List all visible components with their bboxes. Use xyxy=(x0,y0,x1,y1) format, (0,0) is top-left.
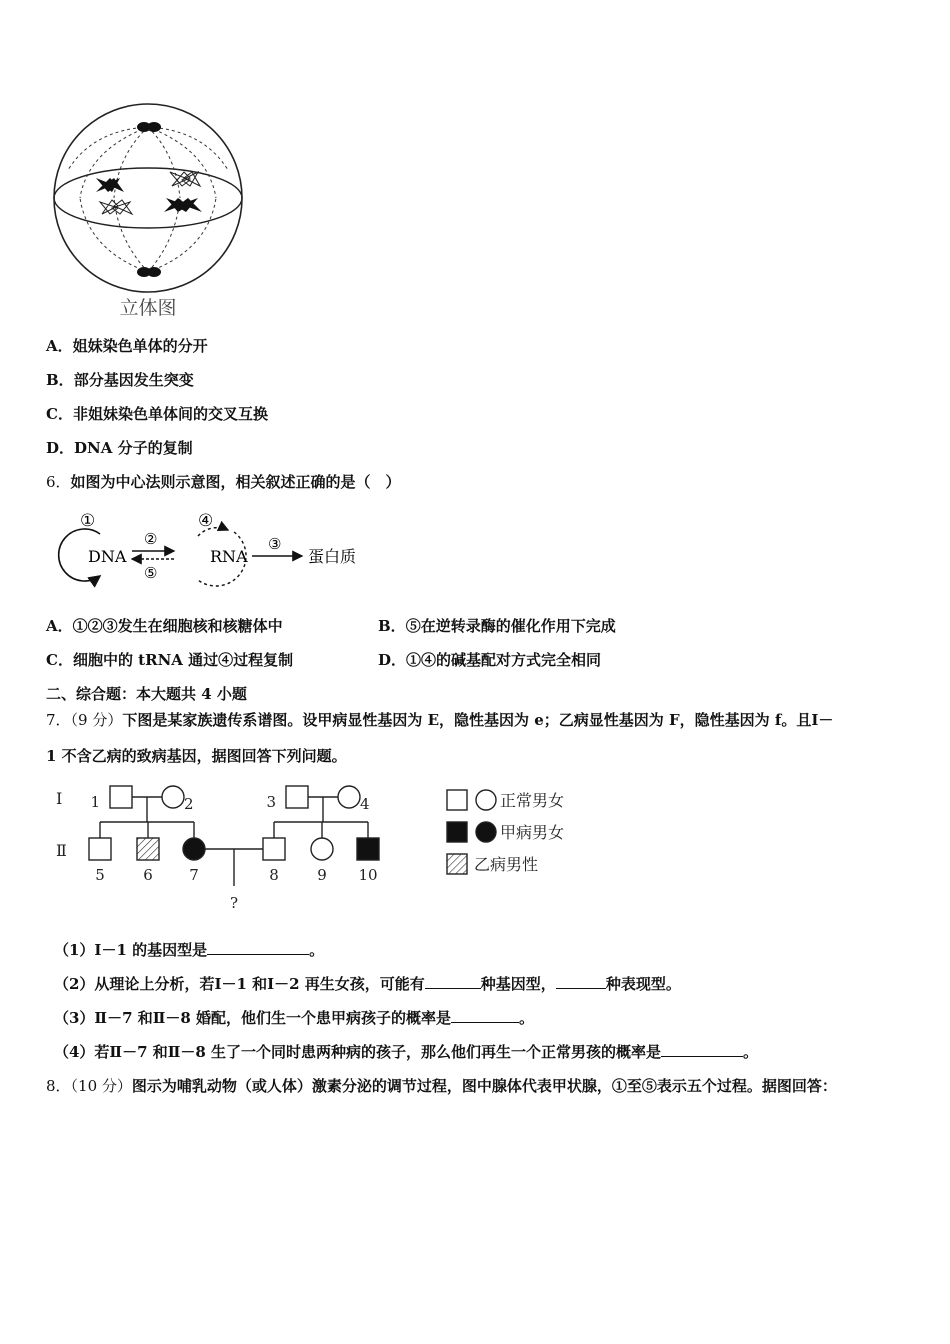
option-text: ①④的碱基配对方式完全相同 xyxy=(406,651,602,669)
q5-option-c xyxy=(46,404,268,424)
question-number: 6． xyxy=(46,473,71,491)
individual-7 xyxy=(183,838,205,860)
answer-blank[interactable] xyxy=(207,940,309,955)
subquestion-text: （1）Ⅰ－1 的基因型是 xyxy=(54,941,208,959)
q6-stem xyxy=(46,472,401,492)
legend-disease-a-label: 甲病男女 xyxy=(500,823,565,842)
question-points: （9 分） xyxy=(70,711,123,729)
subquestion-text: （3）Ⅱ－7 和Ⅱ－8 婚配，他们生一个患甲病孩子的概率是 xyxy=(54,1009,452,1027)
option-letter: B． xyxy=(378,617,406,635)
question-points: （10 分） xyxy=(70,1077,132,1095)
subquestion-text: （2）从理论上分析，若Ⅰ－1 和Ⅰ－2 再生女孩，可能有 xyxy=(54,975,425,993)
chromosome xyxy=(96,178,124,192)
label-3: 3 xyxy=(266,793,276,811)
question-number: 8． xyxy=(46,1077,71,1095)
answer-blank[interactable] xyxy=(556,974,606,989)
figure-caption: 立体图 xyxy=(119,297,177,319)
subquestion-text: 。 xyxy=(309,941,325,959)
individual-9 xyxy=(311,838,333,860)
q8-stem xyxy=(46,1076,837,1096)
individual-6 xyxy=(137,838,159,860)
option-text: ⑤在逆转录酶的催化作用下完成 xyxy=(405,617,616,635)
q7-stem-line1 xyxy=(46,710,833,730)
option-letter: C． xyxy=(46,651,73,669)
option-letter: C． xyxy=(46,405,73,423)
option-letter: A． xyxy=(46,617,73,635)
legend-disease-b-label: 乙病男性 xyxy=(474,855,539,874)
label-6: 6 xyxy=(143,866,153,884)
answer-blank[interactable] xyxy=(661,1042,743,1057)
question-stem: 如图为中心法则示意图，相关叙述正确的是（ ） xyxy=(70,473,401,491)
q7-sub1 xyxy=(54,940,324,960)
q7-stem-line2: 1 不含乙病的致病基因，据图回答下列问题。 xyxy=(46,747,347,765)
legend-disease-a-female xyxy=(476,822,496,842)
q7-sub4 xyxy=(54,1042,758,1062)
option-text: DNA 分子的复制 xyxy=(74,439,193,457)
protein-label: 蛋白质 xyxy=(308,547,357,566)
option-text: ①②③发生在细胞核和核糖体中 xyxy=(72,617,283,635)
option-letter: D． xyxy=(46,439,75,457)
answer-blank[interactable] xyxy=(451,1008,519,1023)
q6-option-c xyxy=(46,650,293,670)
chromosome xyxy=(170,172,200,186)
q5-option-a xyxy=(46,336,208,356)
subquestion-text: 种基因型， xyxy=(480,975,556,993)
dna-label: DNA xyxy=(88,547,127,566)
question-stem: 图示为哺乳动物（或人体）激素分泌的调节过程，图中腺体代表甲状腺，①至⑤表示五个过程。据图回答： xyxy=(131,1077,837,1095)
label-9: 9 xyxy=(317,866,327,884)
legend-normal-female xyxy=(476,790,496,810)
spindle-diagram xyxy=(48,100,248,325)
q5-option-d xyxy=(46,438,193,458)
unknown-child-label: ? xyxy=(229,894,239,912)
label-1: ① xyxy=(80,511,96,531)
label-2: 2 xyxy=(184,795,194,813)
generation-1-label: Ⅰ xyxy=(56,789,63,808)
label-8: 8 xyxy=(269,866,279,884)
subquestion-text: 。 xyxy=(519,1009,535,1027)
q7-sub3 xyxy=(54,1008,534,1028)
option-letter: A． xyxy=(46,337,73,355)
question-number: 7． xyxy=(46,711,71,729)
label-2: ② xyxy=(144,530,158,548)
option-text: 细胞中的 tRNA 通过④过程复制 xyxy=(72,651,294,669)
label-5: ⑤ xyxy=(144,564,158,582)
q5-option-b xyxy=(46,370,194,390)
q6-option-b xyxy=(378,616,616,636)
legend-normal-male xyxy=(447,790,467,810)
legend-disease-a-male xyxy=(447,822,467,842)
subquestion-text: 。 xyxy=(743,1043,759,1061)
question-stem: 下图是某家族遗传系谱图。设甲病显性基因为 E，隐性基因为 e；乙病显性基因为 F，隐性基因为 f。且Ⅰ－ xyxy=(122,711,834,729)
subquestion-text: 种表现型。 xyxy=(605,975,681,993)
individual-2 xyxy=(162,786,184,808)
individual-4 xyxy=(338,786,360,808)
label-1: 1 xyxy=(90,793,100,811)
answer-blank[interactable] xyxy=(425,974,481,989)
rna-label: RNA xyxy=(210,547,248,566)
chromosome xyxy=(164,198,202,212)
individual-10 xyxy=(357,838,379,860)
spindle-figure xyxy=(48,100,248,325)
individual-1 xyxy=(110,786,132,808)
individual-5 xyxy=(89,838,111,860)
option-text: 部分基因发生突变 xyxy=(73,371,194,389)
individual-3 xyxy=(286,786,308,808)
individual-8 xyxy=(263,838,285,860)
central-dogma-diagram xyxy=(48,506,368,588)
option-text: 姐妹染色单体的分开 xyxy=(72,337,208,355)
label-10: 10 xyxy=(358,866,378,884)
pedigree-chart xyxy=(48,780,388,920)
label-5: 5 xyxy=(95,866,105,884)
option-letter: D． xyxy=(378,651,407,669)
q7-sub2 xyxy=(54,974,681,994)
label-7: 7 xyxy=(189,866,199,884)
label-3: ③ xyxy=(268,535,282,553)
subquestion-text: （4）若Ⅱ－7 和Ⅱ－8 生了一个同时患两种病的孩子，那么他们再生一个正常男孩的概率是 xyxy=(54,1043,662,1061)
option-letter: B． xyxy=(46,371,74,389)
option-text: 非姐妹染色单体间的交叉互换 xyxy=(72,405,268,423)
q6-option-a xyxy=(46,616,283,636)
section-title: 二、综合题：本大题共 4 小题 xyxy=(46,685,247,703)
pedigree-legend xyxy=(444,786,594,882)
legend-normal-label: 正常男女 xyxy=(500,791,565,810)
legend-disease-b-male xyxy=(447,854,467,874)
label-4: 4 xyxy=(360,795,370,813)
q6-option-d xyxy=(378,650,601,670)
label-4: ④ xyxy=(198,511,214,531)
generation-2-label: Ⅱ xyxy=(56,841,67,860)
